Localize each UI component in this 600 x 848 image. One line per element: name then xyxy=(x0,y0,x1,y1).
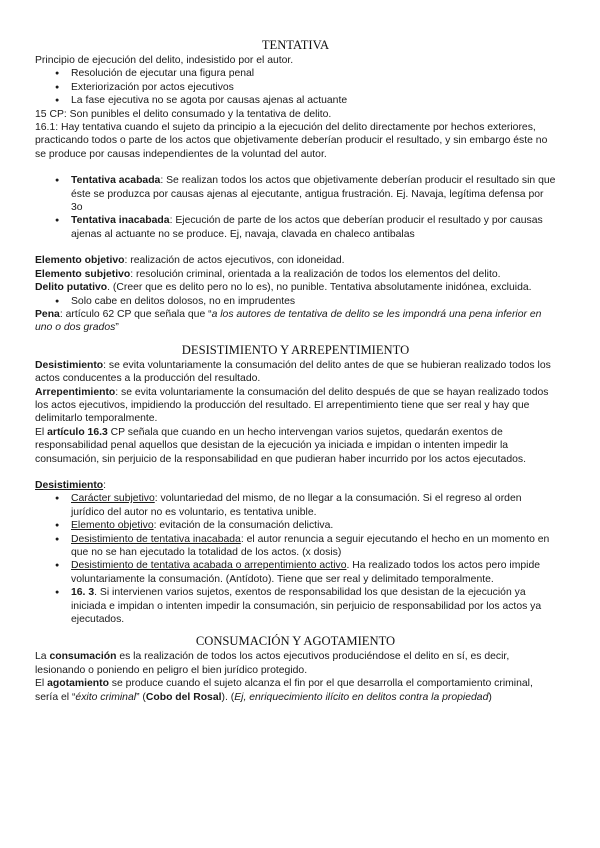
pena-quote: a los autores de tentativa de delito se les impondrá una pena inferior en uno o dos grados xyxy=(35,308,542,334)
agotamiento-paragraph xyxy=(35,677,556,704)
item-label: Desistimiento de tentativa inacabada xyxy=(71,533,241,545)
tentativa-intro: Principio de ejecución del delito, indesistido por el autor. xyxy=(35,55,294,66)
term-label: consumación xyxy=(49,651,117,663)
item-label: 16. 3 xyxy=(71,587,95,599)
term-text: : se evita voluntariamente la consumación del delito antes de que se hubieran realizado todos los actos conducentes a la producción del resultado. xyxy=(35,359,551,385)
elemento-subjetivo xyxy=(35,268,556,281)
term-label: Tentativa acabada xyxy=(71,175,161,187)
text-prefix: La xyxy=(35,651,50,663)
item-label: Carácter subjetivo xyxy=(71,493,155,505)
item-text: . Si intervienen varios sujetos, exentos de responsabilidad los que desistan de la ejecución ya iniciada e impidan o intenten impedir la consumación, sin perjuicio de responsabilidad por los actos ya ejecutados. xyxy=(71,587,542,626)
tentativa-bullets xyxy=(35,67,556,107)
delito-putativo xyxy=(35,281,556,294)
term-label: Elemento objetivo xyxy=(35,255,125,267)
desistimiento-list-heading xyxy=(35,479,556,492)
section-title-desistimiento: DESISTIMIENTO Y ARREPENTIMIENTO xyxy=(181,342,410,357)
item-text: : el autor renuncia a seguir ejecutando el hecho en un momento en que no se han ejecutado la totalidad de los actos. (x dosis) xyxy=(71,533,550,558)
term-label: agotamiento xyxy=(47,678,109,690)
item-text: : voluntariedad del mismo, de no llegar a la consumación. Si el regreso al orden jurídico del autor no es voluntario, es tentativa unible. xyxy=(71,493,522,518)
term-label: artículo 16.3 xyxy=(47,426,108,438)
example-text: Ej, enriquecimiento ilícito en delitos contra la propiedad xyxy=(234,691,489,703)
term-text: : Se realizan todos los actos que objetivamente deberían producir el resultado sin que éste se produzca por causas ajenas al ejecutante, antigua frustración. Ej. Navaja, legítima defensa por 3o xyxy=(71,175,556,214)
list-item xyxy=(71,559,556,586)
heading-label: Desistimiento xyxy=(35,479,104,491)
term-text: : se evita voluntariamente la consumación del delito después de que se hayan realizado todos los actos ejecutivos, impidiendo la producción del resultado. El arrepentimiento tiene que ser real y hay que delimitarlo temporalmente. xyxy=(35,386,549,425)
item-text: . Ha realizado todos los actos pero impide voluntariamente la consumación. (Antídoto). Tiene que ser real y delimitado temporalmente. xyxy=(71,560,541,585)
term-text: es la realización de todos los actos ejecutivos produciéndose el delito en sí, es decir, lesionando o poniendo en peligro el bien jurídico protegido. xyxy=(35,651,510,676)
list-item-inacabada xyxy=(71,214,556,241)
item-text: : evitación de la consumación delictiva. xyxy=(153,520,334,532)
list-item: ● Solo cabe en delitos dolosos, no en imprudentes xyxy=(71,295,556,308)
consumacion-paragraph xyxy=(35,650,556,677)
term-label: Desistimiento xyxy=(35,359,104,371)
cp15-paragraph: 15 CP: Son punibles el delito consumado y la tentativa de delito. xyxy=(35,108,332,120)
pena-paragraph xyxy=(35,308,556,335)
list-item xyxy=(71,492,556,519)
term-label: Arrepentimiento xyxy=(35,386,116,398)
item-label: Desistimiento de tentativa acabada o arrepentimiento activo xyxy=(71,560,347,572)
author-name: Cobo del Rosal xyxy=(145,691,222,703)
text-prefix: El xyxy=(35,426,48,438)
desistimiento-definition xyxy=(35,359,556,386)
section-title-tentativa: TENTATIVA xyxy=(261,38,330,52)
term-label: Pena xyxy=(35,308,60,320)
list-item-acabada xyxy=(71,174,556,214)
term-text: : realización de actos ejecutivos, con idoneidad. xyxy=(124,255,345,267)
heading-colon: : xyxy=(103,479,107,491)
quote-text: éxito criminal xyxy=(75,691,137,703)
list-item: ● La fase ejecutiva no se agota por causas ajenas al actuante xyxy=(71,94,556,107)
tentativa-types-list xyxy=(35,174,556,241)
item-label: Elemento objetivo xyxy=(71,520,154,532)
arrepentimiento-definition xyxy=(35,386,556,426)
quote-close: ” xyxy=(115,322,119,334)
term-text: . (Creer que es delito pero no lo es), no punible. Tentativa absolutamente inidónea, excluida. xyxy=(107,282,532,294)
section-title-consumacion: CONSUMACIÓN Y AGOTAMIENTO xyxy=(195,634,396,649)
term-text: : resolución criminal, orientada a la realización de todos los elementos del delito. xyxy=(130,268,501,280)
term-label: Tentativa inacabada xyxy=(71,215,170,227)
list-item: ● Exteriorización por actos ejecutivos xyxy=(71,81,556,94)
dolosos-list xyxy=(35,295,556,308)
text-prefix: El xyxy=(35,678,48,690)
art163-paragraph xyxy=(35,426,556,466)
art161-paragraph: 16.1: Hay tentativa cuando el sujeto da principio a la ejecución del delito directamente por hechos exteriores, practicando todos o parte de los actos que objetivamente deberían producir el resultado, y sin embargo éste no se produce por causas independientes de la voluntad del autor. xyxy=(35,122,548,160)
list-item xyxy=(71,586,556,626)
term-label: Delito putativo xyxy=(35,282,108,294)
term-label: Elemento subjetivo xyxy=(35,268,131,280)
term-text: se produce cuando el sujeto alcanza el fin por el que desarrolla el comportamiento criminal, sería el “ xyxy=(35,678,533,703)
text-end: ) xyxy=(488,691,492,703)
list-item xyxy=(71,519,556,532)
list-item xyxy=(71,533,556,560)
list-item: ● Resolución de ejecutar una figura penal xyxy=(71,67,556,80)
desistimiento-list xyxy=(35,492,556,626)
elemento-objetivo xyxy=(35,254,556,267)
term-text: : Ejecución de parte de los actos que deberían producir el resultado y por causas ajenas al actuante no se produce. Ej, navaja, clavada en chaleco antibalas xyxy=(71,215,543,240)
text-mid: ). ( xyxy=(221,691,235,703)
term-text: : artículo 62 CP que señala que “ xyxy=(59,308,212,320)
term-text: CP señala que cuando en un hecho intervengan varios sujetos, quedarán exentos de responsabilidad penal aquellos que desistan de la ejecución ya iniciada e impidan o intenten impedir la consumación, sin perjuicio de la responsabilidad en que pudieran haber incurrido por los actos ejecutados. xyxy=(35,426,526,465)
text-mid: ” ( xyxy=(136,691,146,703)
